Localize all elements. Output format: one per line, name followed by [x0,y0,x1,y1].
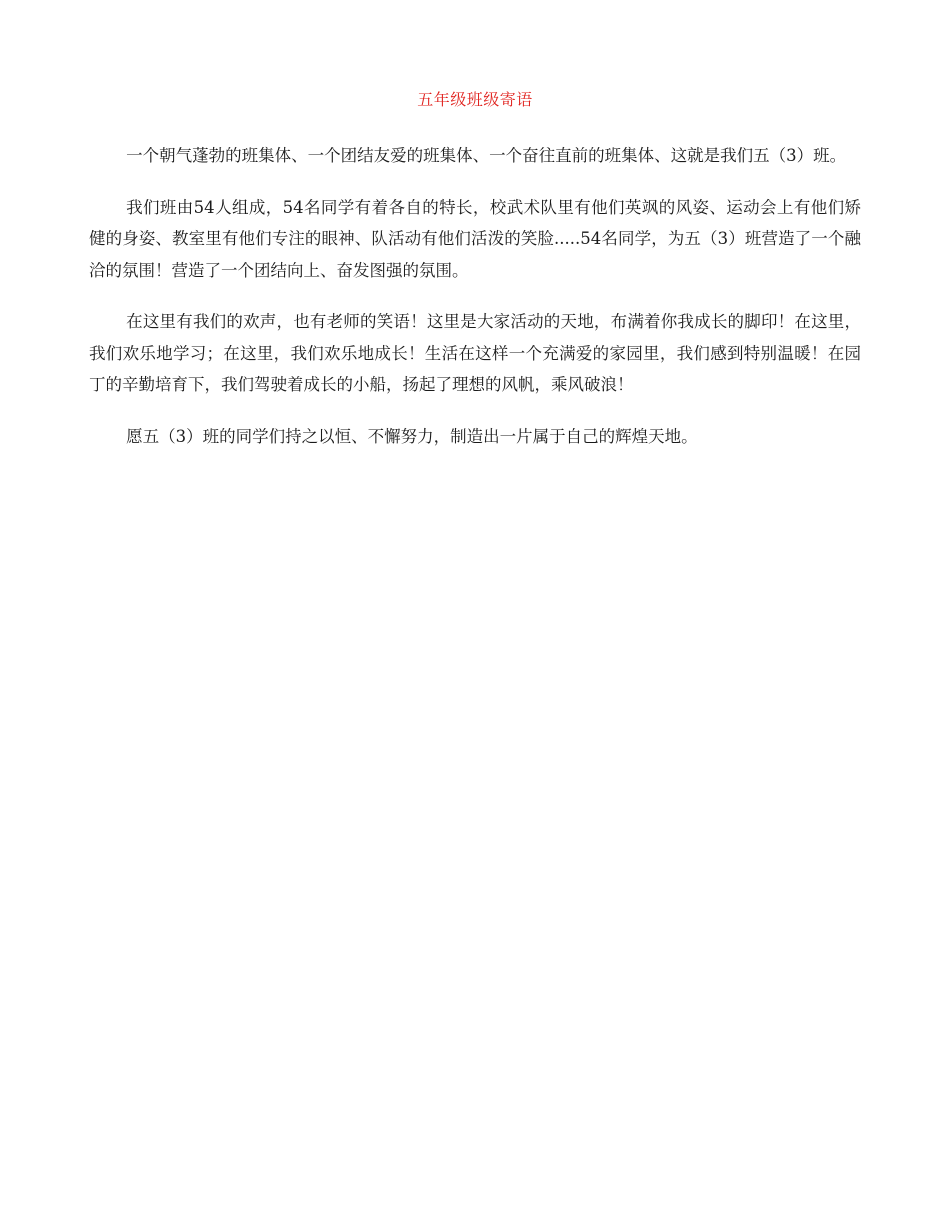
paragraph-members: 我们班由54人组成，54名同学有着各自的特长，校武术队里有他们英飒的风姿、运动会上有他们矫健的身姿、教室里有他们专注的眼神、队活动有他们活泼的笑脸.....54名同学，为五（3）班营造了一个融洽的氛围！营造了一个团结向上、奋发图强的氛围。 [89,197,861,280]
document-title: 五年级班级寄语 [417,90,533,109]
paragraph-home: 在这里有我们的欢声，也有老师的笑语！这里是大家活动的天地，布满着你我成长的脚印！在这里，我们欢乐地学习；在这里，我们欢乐地成长！生活在这样一个充满爱的家园里，我们感到特别温暖！在园丁的辛勤培育下，我们驾驶着成长的小船，扬起了理想的风帆，乘风破浪！ [89,312,861,394]
paragraph-intro: 一个朝气蓬勃的班集体、一个团结友爱的班集体、一个奋往直前的班集体、这就是我们五（3）班。 [126,146,847,165]
document-body [89,140,861,452]
paragraph-wish: 愿五（3）班的同学们持之以恒、不懈努力，制造出一片属于自己的辉煌天地。 [126,426,698,446]
